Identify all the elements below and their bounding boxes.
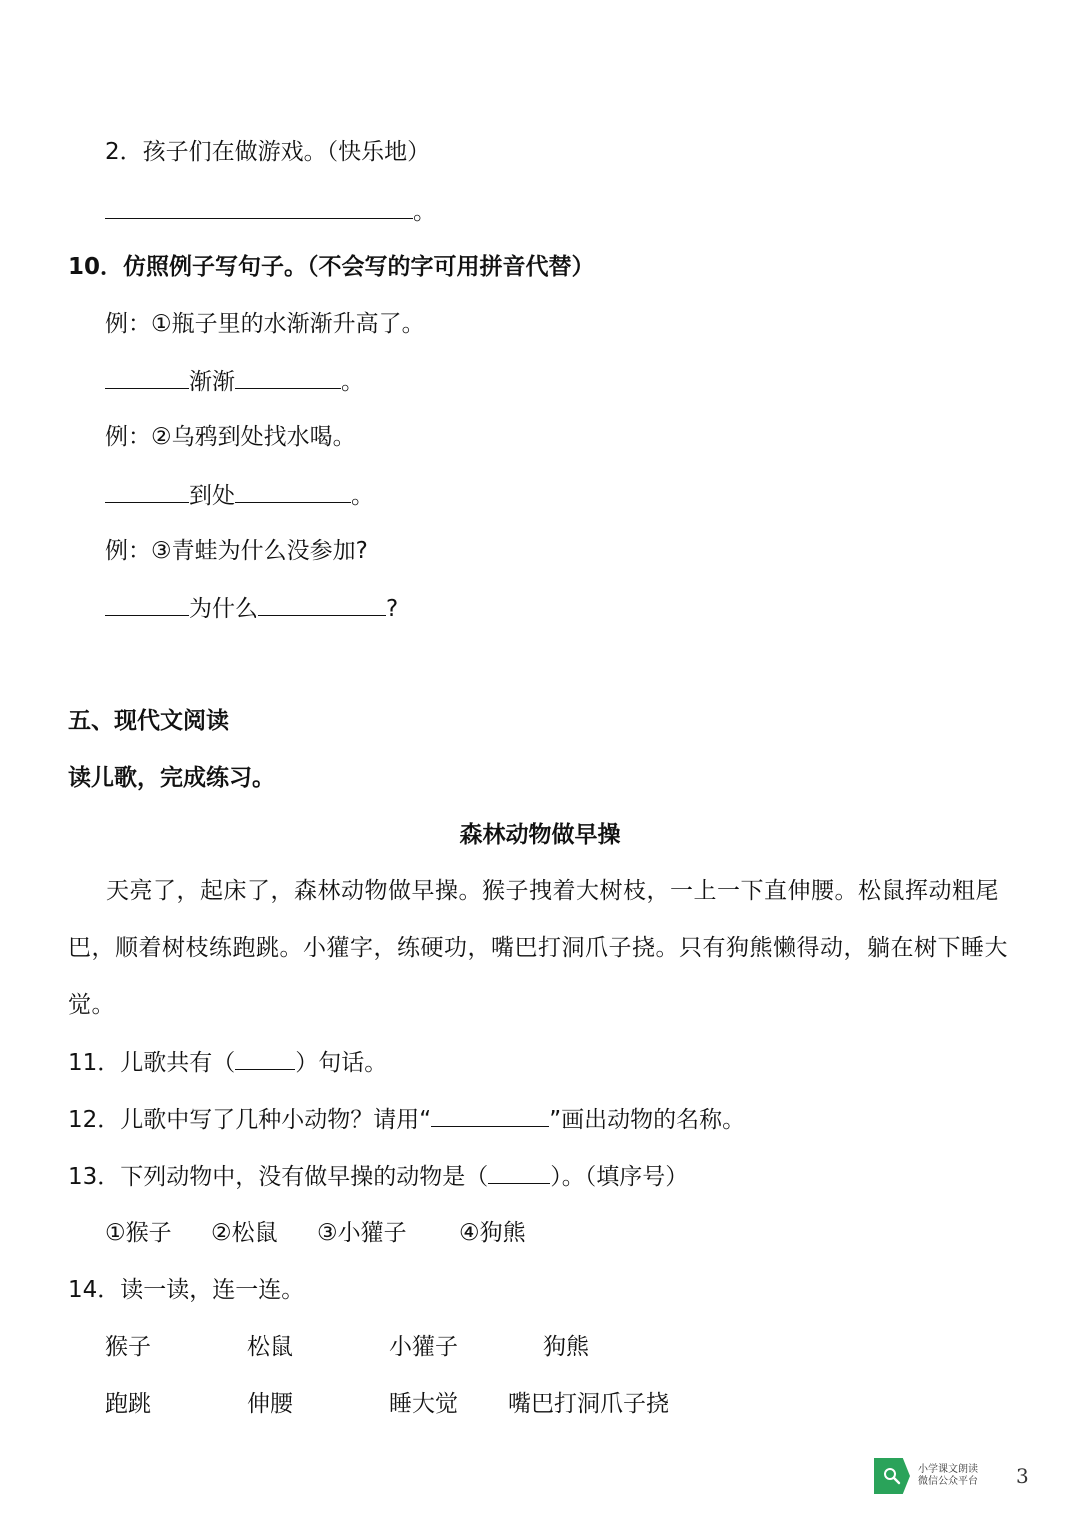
q9-item-2: 2．孩子们在做游戏。（快乐地） bbox=[105, 139, 431, 165]
sentence-end: 。 bbox=[351, 483, 374, 509]
answer-blank[interactable] bbox=[105, 593, 189, 616]
q11 bbox=[68, 1047, 387, 1078]
sentence-end: 。 bbox=[341, 369, 364, 395]
q14-animal[interactable]: 松鼠 bbox=[247, 1334, 293, 1360]
answer-blank[interactable] bbox=[431, 1104, 549, 1127]
q14-animal[interactable]: 小獾子 bbox=[389, 1334, 458, 1360]
poem-text: 天亮了，起床了，森林动物做早操。猴子拽着大树枝，一上一下直伸腰。松鼠挥动粗尾巴，顺着树枝练跑跳。小獾字，练硬功，嘴巴打洞爪子挠。只有狗熊懒得动，躺在树下睡大觉。 bbox=[68, 878, 1008, 1018]
option: ②松鼠 bbox=[211, 1220, 278, 1246]
answer-blank[interactable] bbox=[258, 593, 386, 616]
q12 bbox=[68, 1104, 745, 1135]
q11-prompt: 11．儿歌共有（ bbox=[68, 1050, 236, 1076]
badge-line-2: 微信公众平台 bbox=[918, 1476, 978, 1487]
answer-blank[interactable] bbox=[488, 1161, 550, 1184]
q10-answer-1[interactable] bbox=[105, 366, 364, 397]
q13-options bbox=[105, 1218, 526, 1248]
q9-item-2-answer-line[interactable] bbox=[105, 196, 436, 227]
q10-example-1: 例：①瓶子里的水渐渐升高了。 bbox=[105, 311, 425, 337]
option: ①猴子 bbox=[105, 1220, 172, 1246]
q10-title: 10．仿照例子写句子。（不会写的字可用拼音代替） bbox=[68, 254, 595, 280]
q12-prompt: 12．儿歌中写了几种小动物？请用“ bbox=[68, 1107, 432, 1133]
sentence-end: ? bbox=[386, 596, 399, 622]
answer-blank[interactable] bbox=[105, 480, 189, 503]
q14-title: 14．读一读，连一连。 bbox=[68, 1277, 305, 1303]
poem-title: 森林动物做早操 bbox=[459, 822, 621, 848]
wechat-badge bbox=[874, 1458, 1000, 1494]
sentence-end: 。 bbox=[413, 199, 436, 225]
q14-action[interactable]: 伸腰 bbox=[247, 1391, 293, 1417]
q11-prompt-end: ）句话。 bbox=[295, 1050, 388, 1076]
q14-action[interactable]: 嘴巴打洞爪子挠 bbox=[508, 1391, 669, 1417]
answer-blank[interactable] bbox=[105, 196, 413, 219]
q14-action[interactable]: 睡大觉 bbox=[389, 1391, 458, 1417]
q10-answer-3[interactable] bbox=[105, 593, 398, 624]
q13-prompt: 13．下列动物中，没有做早操的动物是（ bbox=[68, 1164, 489, 1190]
q12-prompt-end: ”画出动物的名称。 bbox=[549, 1107, 746, 1133]
key-word: 渐渐 bbox=[189, 369, 235, 395]
key-word: 为什么 bbox=[189, 596, 258, 622]
option: ③小獾子 bbox=[317, 1220, 407, 1246]
q14-animal[interactable]: 狗熊 bbox=[543, 1334, 589, 1360]
page-number: 3 bbox=[1016, 1464, 1029, 1488]
answer-blank[interactable] bbox=[105, 366, 189, 389]
section-instruction: 读儿歌，完成练习。 bbox=[68, 765, 275, 791]
answer-blank[interactable] bbox=[235, 1047, 295, 1070]
q10-example-3: 例：③青蛙为什么没参加? bbox=[105, 538, 368, 564]
q13 bbox=[68, 1161, 688, 1192]
option: ④狗熊 bbox=[459, 1220, 526, 1246]
answer-blank[interactable] bbox=[235, 480, 351, 503]
search-icon bbox=[874, 1458, 910, 1494]
answer-blank[interactable] bbox=[235, 366, 341, 389]
badge-line-1: 小学课文朗读 bbox=[918, 1464, 978, 1475]
q13-prompt-end: ）。（填序号） bbox=[550, 1164, 689, 1190]
q10-answer-2[interactable] bbox=[105, 480, 374, 511]
key-word: 到处 bbox=[189, 483, 235, 509]
section-heading: 五、现代文阅读 bbox=[68, 708, 229, 734]
q14-animal[interactable]: 猴子 bbox=[105, 1334, 151, 1360]
q10-example-2: 例：②乌鸦到处找水喝。 bbox=[105, 424, 356, 450]
q14-action[interactable]: 跑跳 bbox=[105, 1391, 151, 1417]
